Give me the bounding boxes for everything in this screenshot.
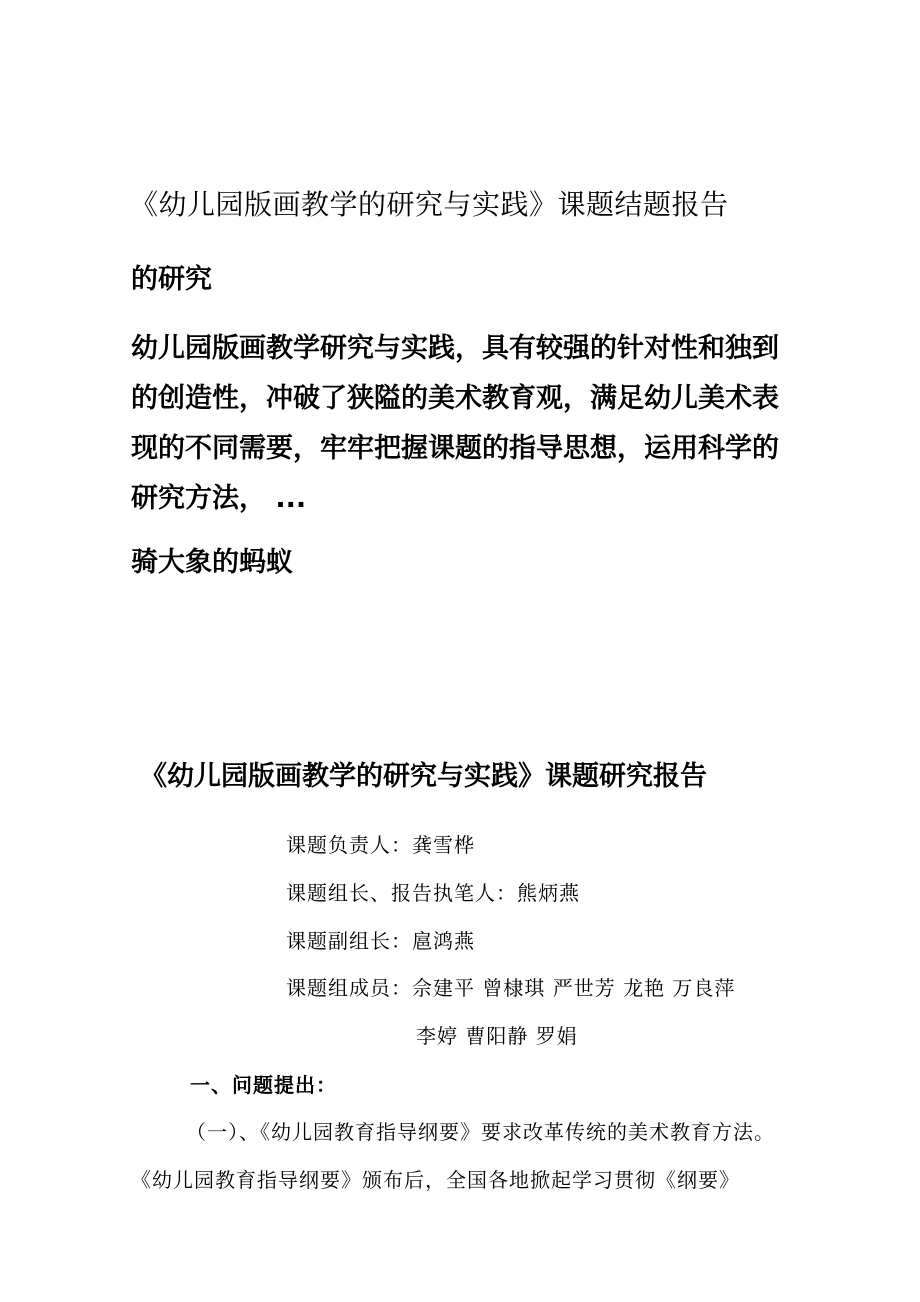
abstract-line: 幼儿园版画教学研究与实践，具有较强的针对性和独到 [131, 333, 779, 364]
abstract-line: 现的不同需要，牢牢把握课题的指导思想，运用科学的 [131, 433, 779, 464]
deputy-leader: 课题副组长：扈鸿燕 [286, 929, 475, 953]
group-members: 课题组成员：佘建平 曾棣琪 严世芳 龙艳 万良萍 [286, 976, 736, 1000]
report-title: 《幼儿园版画教学的研究与实践》课题研究报告 [140, 761, 707, 792]
document-title: 《幼儿园版画教学的研究与实践》课题结题报告 [130, 188, 729, 221]
author-name: 骑大象的蚂蚁 [131, 547, 293, 578]
abstract-line: 的创造性，冲破了狭隘的美术教育观，满足幼儿美术表 [131, 383, 779, 414]
project-leader: 课题负责人：龚雪桦 [286, 833, 475, 857]
abstract-line: 研究方法， ... [131, 483, 307, 514]
abstract [131, 324, 821, 524]
group-leader: 课题组长、报告执笔人：熊炳燕 [286, 881, 580, 905]
section-heading: 的研究 [131, 264, 212, 295]
body-paragraph: （一）、《幼儿园教育指导纲要》要求改革传统的美术教育方法。 [186, 1120, 775, 1144]
body-paragraph: 《幼儿园教育指导纲要》颁布后，全国各地掀起学习贯彻《纲要》 [131, 1168, 740, 1192]
section-one-heading: 一、问题提出： [190, 1073, 337, 1097]
group-members-continued: 李婷 曹阳静 罗娟 [416, 1024, 578, 1048]
